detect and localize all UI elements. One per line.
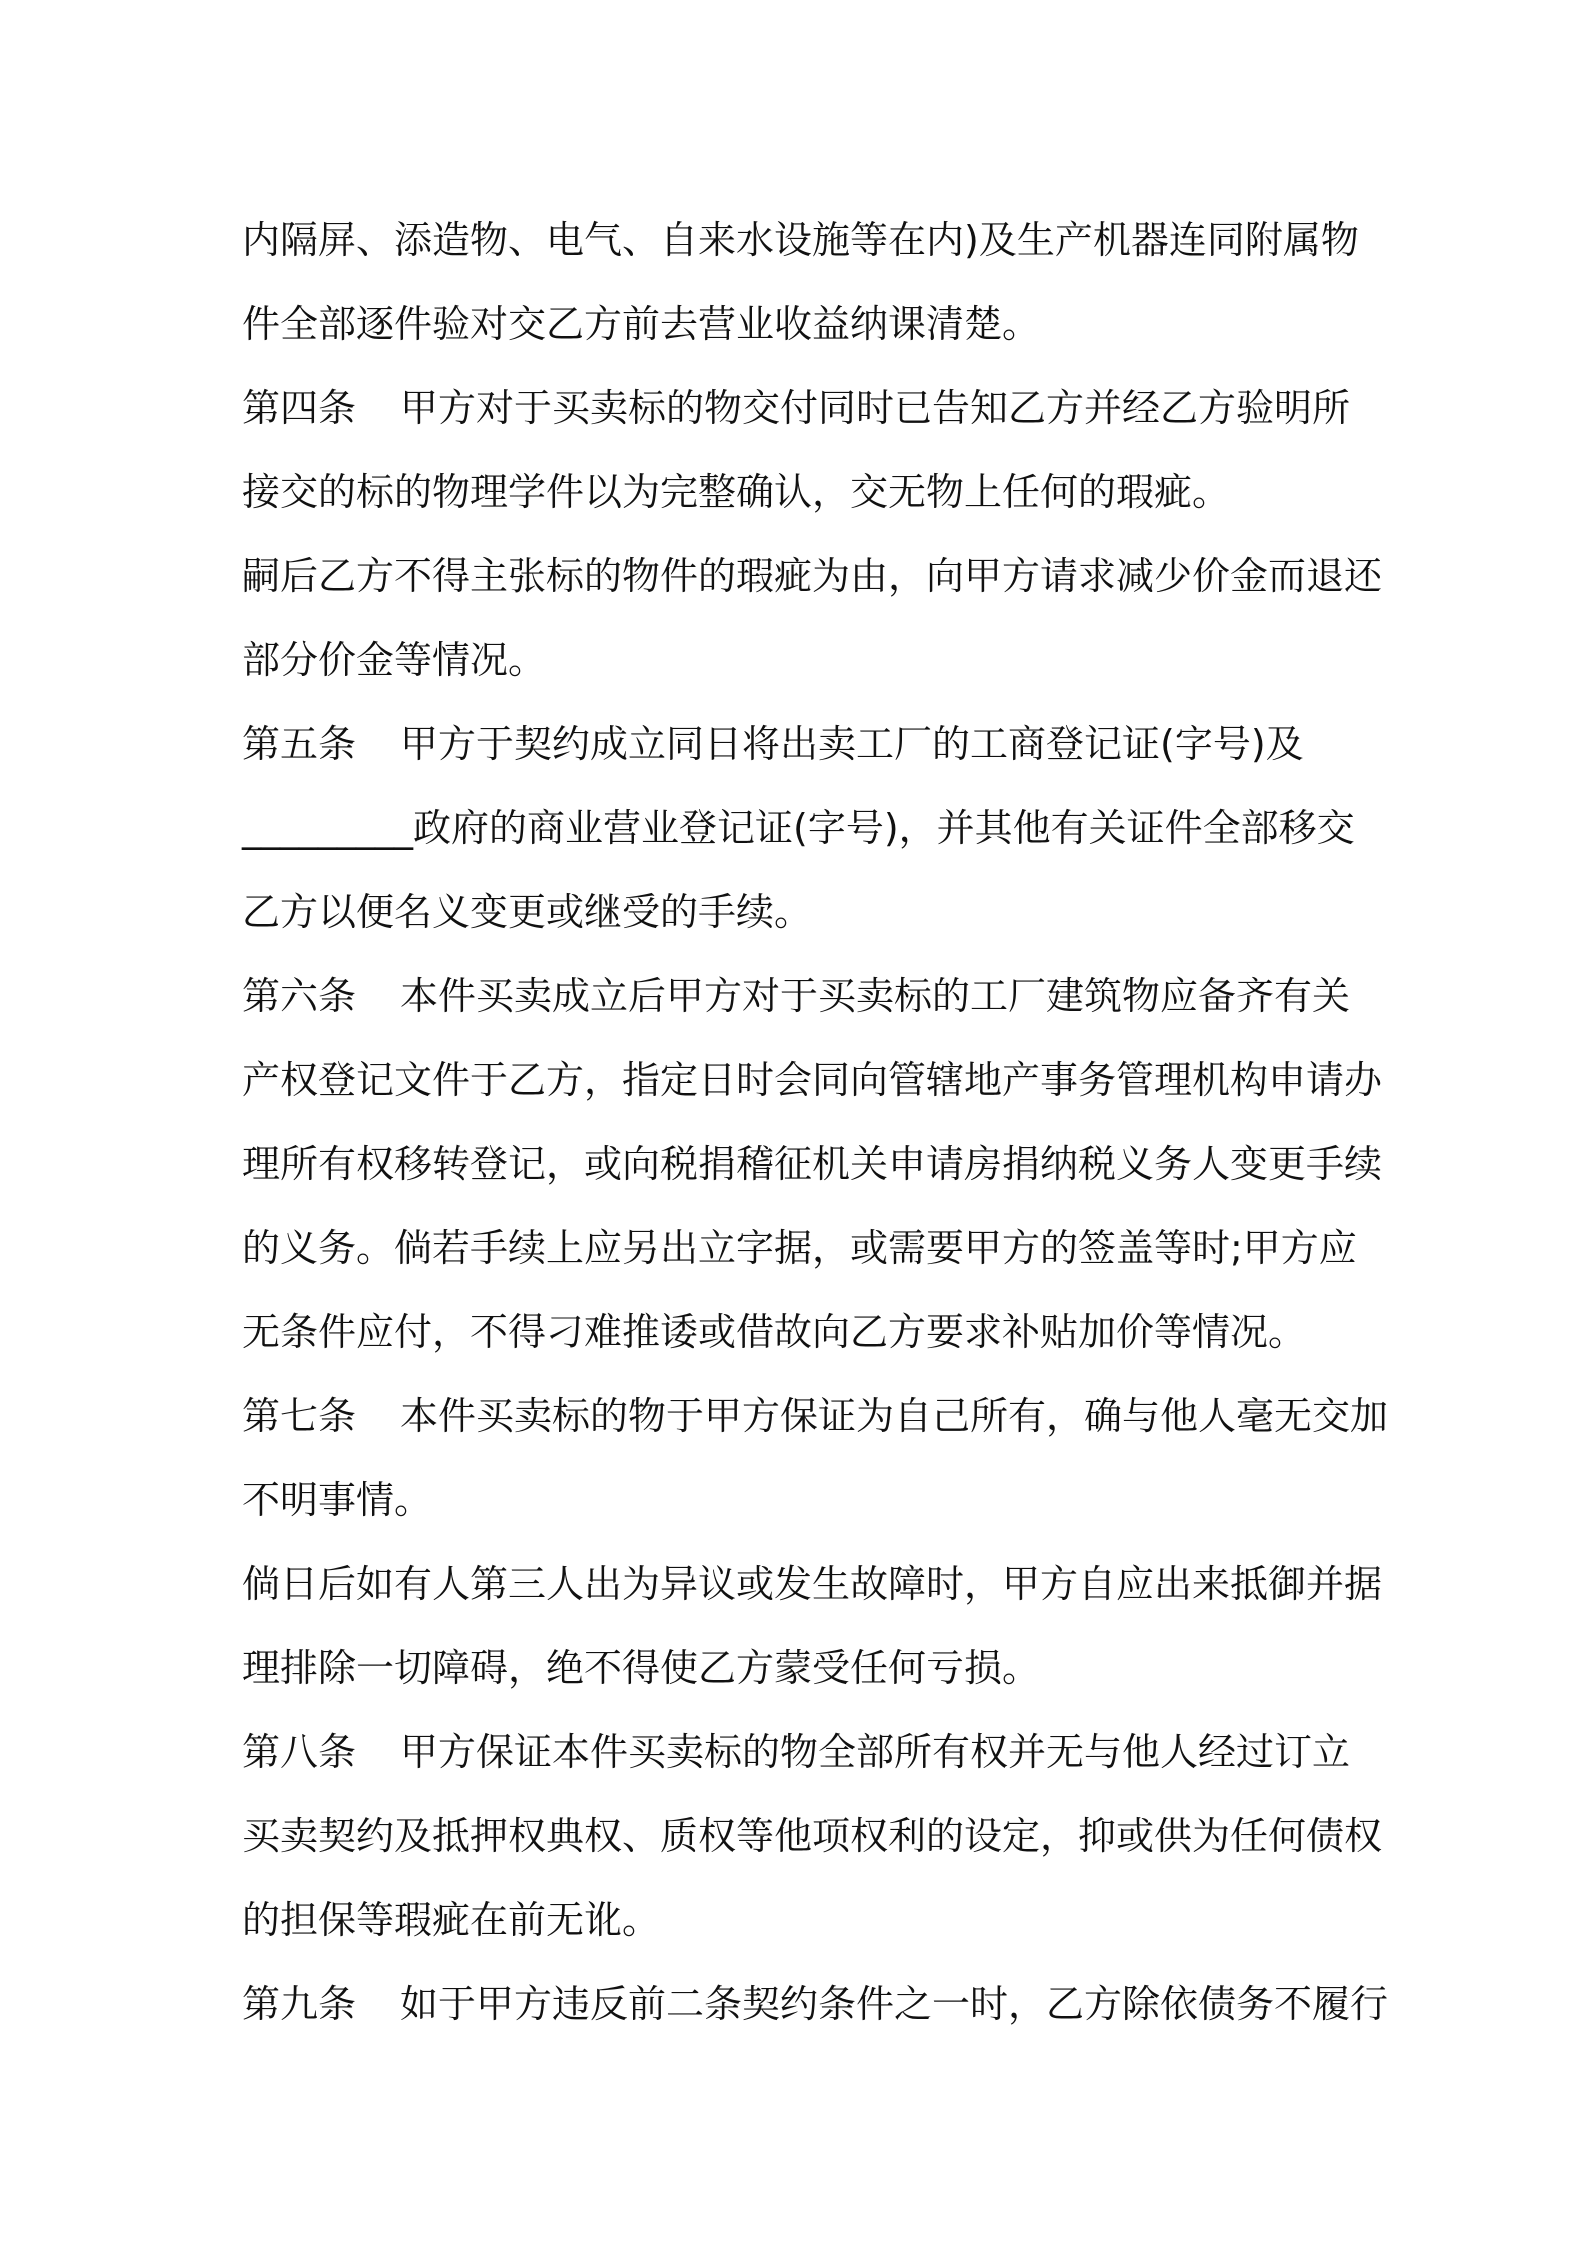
article-line	[242, 1710, 1362, 1794]
article-text: 甲方保证本件买卖标的物全部所有权并无与他人经过订立	[400, 1730, 1351, 1774]
text-line: 产权登记文件于乙方，指定日时会同向管辖地产事务管理机构申请办	[242, 1058, 1383, 1102]
article-label: 第九条	[242, 1982, 357, 2026]
text-line: 接交的标的物理学件以为完整确认，交无物上任何的瑕疵。	[242, 470, 1231, 514]
article-text: 甲方于契约成立同日将出卖工厂的工商登记证(字号)及	[400, 722, 1304, 766]
article-text: 甲方对于买卖标的物交付同时已告知乙方并经乙方验明所	[400, 386, 1351, 430]
text-line: 嗣后乙方不得主张标的物件的瑕疵为由，向甲方请求减少价金而退还	[242, 554, 1383, 598]
article-label: 第七条	[242, 1394, 357, 1438]
text-line: 理所有权移转登记，或向税捐稽征机关申请房捐纳税义务人变更手续	[242, 1142, 1383, 1186]
article-label: 第八条	[242, 1730, 357, 1774]
text-line: 的义务。倘若手续上应另出立字据，或需要甲方的签盖等时;甲方应	[242, 1226, 1357, 1270]
article-text: 如于甲方违反前二条契约条件之一时，乙方除依债务不履行	[400, 1982, 1389, 2026]
text-line: 理排除一切障碍，绝不得使乙方蒙受任何亏损。	[242, 1646, 1041, 1690]
article-line	[242, 1962, 1389, 2046]
article-label: 第五条	[242, 722, 357, 766]
article-line	[242, 1374, 1389, 1458]
article-line	[242, 366, 1362, 450]
article-text: 本件买卖标的物于甲方保证为自己所有，确与他人毫无交加	[400, 1394, 1389, 1438]
text-line: 内隔屏、添造物、电气、自来水设施等在内)及生产机器连同附属物	[242, 218, 1359, 262]
article-label: 第六条	[242, 974, 357, 1018]
document-body	[242, 198, 1389, 2046]
article-line	[242, 702, 1362, 786]
text-line: 件全部逐件验对交乙方前去营业收益纳课清楚。	[242, 302, 1041, 346]
text-line: 倘日后如有人第三人出为异议或发生故障时，甲方自应出来抵御并据	[242, 1562, 1383, 1606]
article-text: 本件买卖成立后甲方对于买卖标的工厂建筑物应备齐有关	[400, 974, 1351, 1018]
text-line: 部分价金等情况。	[242, 638, 547, 682]
text-line: 乙方以便名义变更或继受的手续。	[242, 890, 813, 934]
article-line	[242, 954, 1362, 1038]
article-label: 第四条	[242, 386, 357, 430]
text-line: 的担保等瑕疵在前无讹。	[242, 1898, 661, 1942]
text-line: 不明事情。	[242, 1478, 433, 1522]
text-line: 买卖契约及抵押权典权、质权等他项权利的设定，抑或供为任何债权	[242, 1814, 1383, 1858]
text-line: _________政府的商业营业登记证(字号)，并其他有关证件全部移交	[242, 806, 1355, 850]
text-line: 无条件应付，不得刁难推诿或借故向乙方要求补贴加价等情况。	[242, 1310, 1307, 1354]
